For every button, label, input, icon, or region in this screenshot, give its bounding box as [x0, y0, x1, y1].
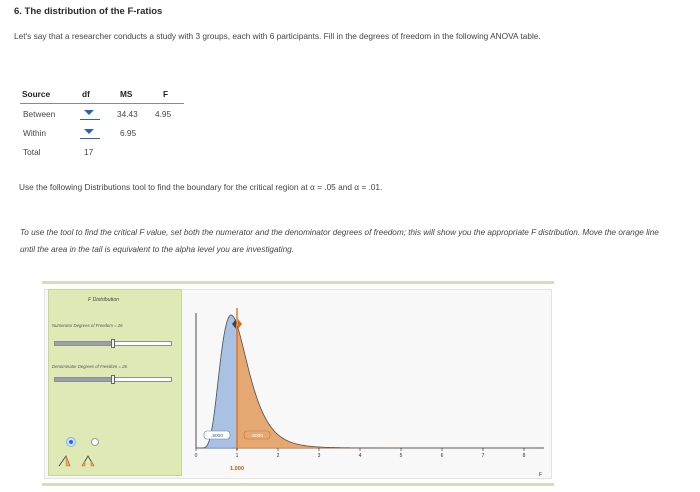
x-axis-label: F — [539, 472, 543, 478]
anova-table — [20, 89, 185, 164]
two-tail-radio[interactable] — [91, 438, 99, 446]
row-total-df: 17 — [84, 147, 94, 157]
tool-help-text: To use the tool to find the critical F value, set both the numerator and the denominator degrees of freedom; this will show you the appropriate F distribution. Move the orange line until the area in the tail is equivalent to the alpha level you are investigating. — [20, 228, 659, 254]
left-area-badge — [204, 431, 230, 439]
row-total-source: Total — [23, 147, 41, 157]
right-area-label: .5000 — [250, 434, 264, 440]
right-area-badge — [244, 431, 270, 439]
applet-top-border — [42, 281, 554, 284]
x-tick-label: 5 — [399, 453, 403, 459]
denominator-slider-thumb[interactable] — [111, 375, 115, 384]
applet-bottom-border — [42, 483, 554, 486]
applet-title: F Distribution — [88, 297, 120, 303]
numerator-slider-thumb[interactable] — [111, 339, 115, 348]
question-title: 6. The distribution of the F-ratios — [14, 6, 163, 17]
row-within-ms: 6.95 — [120, 128, 137, 138]
header-df: df — [82, 89, 90, 99]
x-tick-label: 3 — [317, 453, 321, 459]
numerator-df-label: Numerator Degrees of Freedom = 26 — [52, 323, 123, 328]
right-tail-region — [237, 325, 540, 448]
critical-value-label: 1.000 — [230, 466, 244, 472]
header-source: Source — [22, 89, 51, 99]
tail-mode-icons — [58, 454, 106, 468]
header-ms: MS — [120, 89, 133, 99]
question-intro: Let's say that a researcher conducts a study with 3 groups, each with 6 participants. Fill in the degrees of freedom in the following ANOVA table. — [14, 31, 541, 41]
df-within-dropdown[interactable] — [80, 127, 100, 139]
x-tick-label: 6 — [440, 453, 444, 459]
x-tick-label: 8 — [522, 453, 526, 459]
chevron-down-icon — [84, 110, 94, 115]
left-area-label: .5000 — [210, 434, 224, 440]
df-between-dropdown[interactable] — [80, 108, 100, 120]
x-tick-label: 1 — [235, 453, 239, 459]
applet-control-panel — [48, 289, 182, 476]
x-tick-label: 7 — [481, 453, 485, 459]
row-within-source: Within — [23, 128, 47, 138]
header-divider — [20, 103, 184, 104]
left-area-region — [196, 315, 237, 448]
chevron-down-icon — [84, 129, 94, 134]
x-tick-label: 0 — [194, 453, 198, 459]
header-f: F — [163, 89, 169, 99]
one-tail-radio[interactable] — [67, 438, 75, 446]
x-tick-label: 4 — [358, 453, 362, 459]
row-between-ms: 34.43 — [117, 109, 138, 119]
one-tail-distribution-icon[interactable] — [59, 456, 70, 466]
row-between-source: Between — [23, 109, 56, 119]
two-tail-distribution-icon[interactable] — [82, 456, 94, 466]
f-distribution-plot — [188, 293, 548, 479]
use-tool-instruction: Use the following Distributions tool to find the boundary for the critical region at α = .05 and α = .01. — [19, 182, 383, 192]
x-tick-label: 2 — [276, 453, 280, 459]
denominator-df-label: Denominator Degrees of Freedom = 26 — [52, 364, 127, 369]
row-between-f: 4.95 — [155, 109, 172, 119]
